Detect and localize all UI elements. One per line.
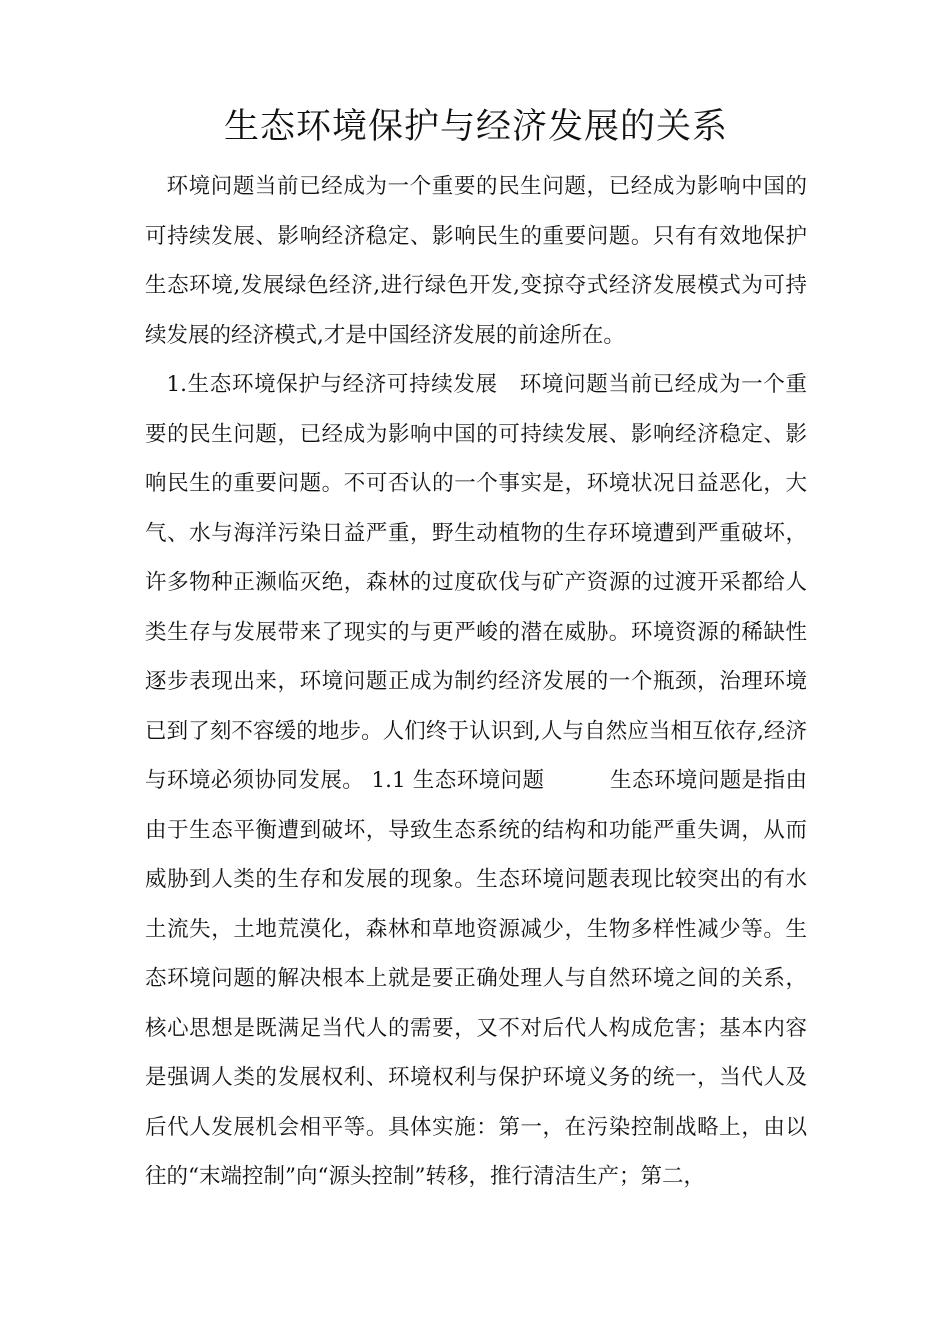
paragraph-intro: 环境问题当前已经成为一个重要的民生问题，已经成为影响中国的可持续发展、影响经济稳定、影响民生的重要问题。只有有效地保护生态环境,发展绿色经济,进行绿色开发,变掠夺式经济发展模式为可持续发展的经济模式,才是中国经济发展的前途所在。 <box>145 174 807 348</box>
paragraph-section-1: 1.生态环境保护与经济可持续发展 环境问题当前已经成为一个重要的民生问题，已经成为影响中国的可持续发展、影响经济稳定、影响民生的重要问题。不可否认的一个事实是，环境状况日益恶化，大气、水与海洋污染日益严重，野生动植物的生存环境遭到严重破坏，许多物种正濒临灭绝，森林的过度砍伐与矿产资源的过渡开采都给人类生存与发展带来了现实的与更严峻的潜在威胁。环境资源的稀缺性逐步表现出来，环境问题正成为制约经济发展的一个瓶颈，治理环境已到了刻不容缓的地步。人们终于认识到,人与自然应当相互依存,经济与环境必须协同发展。 1.1 生态环境问题 生态环境问题是指由由于生态平衡遭到破坏，导致生态系统的结构和功能严重失调，从而威胁到人类的生存和发展的现象。生态环境问题表现比较突出的有水土流失，土地荒漠化，森林和草地资源减少，生物多样性减少等。生态环境问题的解决根本上就是要正确处理人与自然环境之间的关系，核心思想是既满足当代人的需要，又不对后代人构成危害；基本内容是强调人类的发展权利、环境权利与保护环境义务的统一，当代人及后代人发展机会相平等。具体实施：第一，在污染控制战略上，由以往的“末端控制”向“源头控制”转移，推行清洁生产；第二， <box>145 372 807 1189</box>
document-title: 生态环境保护与经济发展的关系 <box>223 107 728 147</box>
document-page <box>145 92 807 1202</box>
